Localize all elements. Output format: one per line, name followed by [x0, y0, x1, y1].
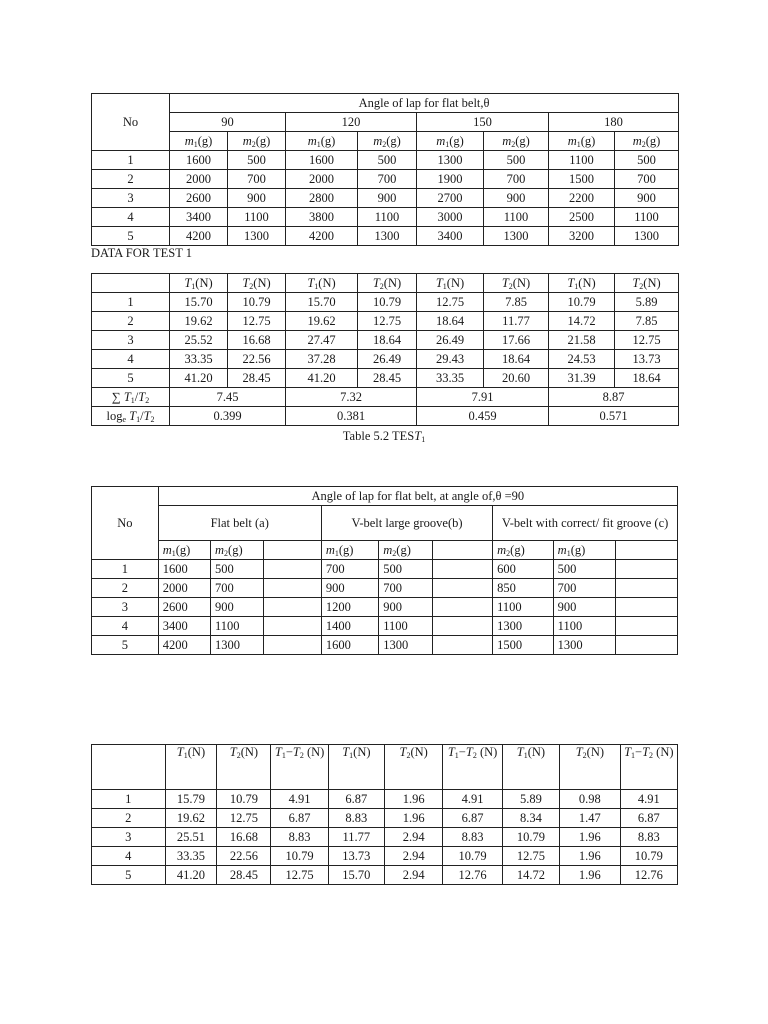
angle-header: 90 — [170, 113, 286, 132]
table-cell: 6.87 — [271, 809, 328, 828]
table-cell: 900 — [358, 189, 417, 208]
table-cell: 900 — [211, 598, 264, 617]
table-cell: 5.89 — [615, 293, 679, 312]
table-cell: 12.76 — [443, 866, 502, 885]
table-cell: 1.96 — [560, 866, 621, 885]
row-number-cell: 3 — [92, 828, 166, 847]
table-cell: 2000 — [286, 170, 358, 189]
table-cell: 33.35 — [165, 847, 217, 866]
table-cell: 700 — [615, 170, 679, 189]
table-cell: 12.76 — [620, 866, 677, 885]
column-header: $T_2(N)$ — [615, 274, 679, 293]
table-cell — [264, 636, 321, 655]
table-caption: Table 5.2 $TEST_1$ — [342, 429, 426, 444]
table-cell: 18.64 — [358, 331, 417, 350]
table-cell: 700 — [211, 579, 264, 598]
sum-ratio-value: 7.91 — [417, 388, 549, 407]
table-cell: 2000 — [158, 579, 210, 598]
table-cell: 15.79 — [165, 790, 217, 809]
table-cell: 900 — [484, 189, 549, 208]
column-header: $m_2(g)$ — [211, 541, 264, 560]
table-cell: 4200 — [286, 227, 358, 246]
table-cell: 8.83 — [443, 828, 502, 847]
table-cell: 4200 — [170, 227, 228, 246]
table-cell — [264, 579, 321, 598]
table-cell: 1500 — [493, 636, 554, 655]
row-number-cell: 5 — [92, 636, 159, 655]
table-cell: 5.89 — [502, 790, 559, 809]
table-cell: 33.35 — [170, 350, 228, 369]
table-cell: 10.79 — [228, 293, 286, 312]
table-cell: 8.83 — [271, 828, 328, 847]
table-belt-types — [91, 486, 678, 655]
table-cell: 1100 — [379, 617, 432, 636]
table-cell: 19.62 — [286, 312, 358, 331]
group-header-v-belt-fit: V-belt with correct/ fit groove (c) — [493, 506, 678, 541]
table-cell: 18.64 — [417, 312, 484, 331]
table-cell: 16.68 — [217, 828, 271, 847]
table-row — [92, 790, 678, 809]
table-cell: 41.20 — [286, 369, 358, 388]
table-cell: 1300 — [211, 636, 264, 655]
table-cell: 28.45 — [228, 369, 286, 388]
column-header: $T_1(N)$ — [328, 745, 384, 790]
column-header: $T_1(N)$ — [286, 274, 358, 293]
column-header: $T_2(N)$ — [228, 274, 286, 293]
table-cell: 16.68 — [228, 331, 286, 350]
column-header: $T_1(N)$ — [502, 745, 559, 790]
table-body — [92, 560, 678, 655]
table-row — [92, 598, 678, 617]
row-number-cell: 3 — [92, 331, 170, 350]
table-body — [92, 293, 679, 388]
table-cell: 3200 — [549, 227, 615, 246]
column-header — [616, 541, 678, 560]
table-cell: 19.62 — [170, 312, 228, 331]
table-row — [92, 331, 679, 350]
table-cell: 1600 — [286, 151, 358, 170]
table-cell — [432, 598, 493, 617]
column-header: $T_2(N)$ — [484, 274, 549, 293]
table-cell — [432, 617, 493, 636]
table-cell: 500 — [553, 560, 616, 579]
table-cell: 1100 — [484, 208, 549, 227]
table-row — [92, 312, 679, 331]
table-cell: 2.94 — [384, 828, 442, 847]
table-cell: 29.43 — [417, 350, 484, 369]
table-cell: 12.75 — [615, 331, 679, 350]
table-cell: 10.79 — [620, 847, 677, 866]
row-number-cell: 4 — [92, 617, 159, 636]
table-cell: 900 — [228, 189, 286, 208]
data-for-test-label: DATA FOR TEST 1 — [91, 246, 192, 260]
table-cell: 1300 — [358, 227, 417, 246]
table-cell: 22.56 — [228, 350, 286, 369]
table-cell: 12.75 — [502, 847, 559, 866]
table-cell: 3400 — [417, 227, 484, 246]
table-cell: 6.87 — [443, 809, 502, 828]
table-masses-by-angle — [91, 93, 679, 246]
row-number-cell: 1 — [92, 151, 170, 170]
table-cell: 19.62 — [165, 809, 217, 828]
table-cell: 13.73 — [615, 350, 679, 369]
table-cell: 3800 — [286, 208, 358, 227]
table-row — [92, 560, 678, 579]
table-cell: 15.70 — [328, 866, 384, 885]
table-cell: 500 — [484, 151, 549, 170]
table-cell — [264, 598, 321, 617]
table-cell: 10.79 — [549, 293, 615, 312]
table-cell: 500 — [228, 151, 286, 170]
table-tensions-by-angle — [91, 273, 679, 426]
column-header: $m_1(g)$ — [553, 541, 616, 560]
table-cell — [616, 560, 678, 579]
row-number-cell: 2 — [92, 312, 170, 331]
table-cell: 8.83 — [328, 809, 384, 828]
table-cell: 12.75 — [271, 866, 328, 885]
table-cell: 7.85 — [615, 312, 679, 331]
table-body — [92, 790, 678, 885]
table-cell: 1300 — [493, 617, 554, 636]
table-cell: 37.28 — [286, 350, 358, 369]
sum-ratio-value: 8.87 — [549, 388, 679, 407]
column-header — [264, 541, 321, 560]
table-row — [92, 617, 678, 636]
table-cell: 18.64 — [615, 369, 679, 388]
column-header: $m_1(g)$ — [286, 132, 358, 151]
table-cell: 2800 — [286, 189, 358, 208]
table-cell: 2600 — [158, 598, 210, 617]
table-cell: 1300 — [615, 227, 679, 246]
table-cell: 0.98 — [560, 790, 621, 809]
table-cell: 1300 — [379, 636, 432, 655]
table-row — [92, 227, 679, 246]
column-header: $T_2(N)$ — [384, 745, 442, 790]
table-cell: 1100 — [358, 208, 417, 227]
table-cell: 21.58 — [549, 331, 615, 350]
row-number-cell: 1 — [92, 293, 170, 312]
column-header: $m_2(g)$ — [379, 541, 432, 560]
table-cell: 25.52 — [170, 331, 228, 350]
column-header: $T_2(N)$ — [560, 745, 621, 790]
table-cell — [616, 617, 678, 636]
table-body — [92, 151, 679, 246]
table-cell: 20.60 — [484, 369, 549, 388]
table-cell: 2200 — [549, 189, 615, 208]
table-cell: 1600 — [158, 560, 210, 579]
table-cell: 7.85 — [484, 293, 549, 312]
table-cell: 850 — [493, 579, 554, 598]
table-cell: 1100 — [615, 208, 679, 227]
table-cell — [616, 579, 678, 598]
row-number-cell: 3 — [92, 189, 170, 208]
table-cell: 14.72 — [502, 866, 559, 885]
table-cell: 28.45 — [217, 866, 271, 885]
table-cell: 3400 — [158, 617, 210, 636]
corner-cell — [92, 274, 170, 293]
table-cell: 700 — [379, 579, 432, 598]
table-cell: 1300 — [417, 151, 484, 170]
table-row — [92, 170, 679, 189]
table-cell: 12.75 — [417, 293, 484, 312]
angle-header: 180 — [549, 113, 679, 132]
column-header: $m_1(g)$ — [158, 541, 210, 560]
table-cell: 700 — [228, 170, 286, 189]
table-cell — [616, 598, 678, 617]
table-cell: 1.96 — [560, 847, 621, 866]
column-header: $m_1(g)$ — [170, 132, 228, 151]
table-cell: 900 — [553, 598, 616, 617]
table-row — [92, 847, 678, 866]
table-cell: 700 — [484, 170, 549, 189]
table-cell: 33.35 — [417, 369, 484, 388]
table-cell: 1200 — [321, 598, 378, 617]
row-number-cell: 4 — [92, 847, 166, 866]
group-header-v-belt-large: V-belt large groove(b) — [321, 506, 492, 541]
table-cell: 1100 — [553, 617, 616, 636]
column-header: $m_2(g)$ — [228, 132, 286, 151]
table-cell: 4200 — [158, 636, 210, 655]
column-header: $m_2(g)$ — [615, 132, 679, 151]
table-row — [92, 369, 679, 388]
log-ratio-value: 0.571 — [549, 407, 679, 426]
table-cell: 13.73 — [328, 847, 384, 866]
table-cell: 10.79 — [271, 847, 328, 866]
table-cell: 500 — [358, 151, 417, 170]
row-number-cell: 2 — [92, 809, 166, 828]
table-cell: 25.51 — [165, 828, 217, 847]
row-number-cell: 4 — [92, 208, 170, 227]
table-cell — [616, 636, 678, 655]
table-cell: 1400 — [321, 617, 378, 636]
table-cell: 26.49 — [358, 350, 417, 369]
column-header: $T_2(N)$ — [217, 745, 271, 790]
column-header: $T_2(N)$ — [358, 274, 417, 293]
column-header: $T_1-T_2$ (N) — [620, 745, 677, 790]
table-cell: 22.56 — [217, 847, 271, 866]
table-cell: 1300 — [228, 227, 286, 246]
table-cell: 1100 — [549, 151, 615, 170]
table-cell: 900 — [379, 598, 432, 617]
column-header: $m_1(g)$ — [321, 541, 378, 560]
log-ratio-value: 0.459 — [417, 407, 549, 426]
table-cell — [432, 636, 493, 655]
table-cell: 41.20 — [165, 866, 217, 885]
row-number-cell: 1 — [92, 560, 159, 579]
table-cell — [264, 617, 321, 636]
table-cell: 12.75 — [358, 312, 417, 331]
table-cell: 10.79 — [443, 847, 502, 866]
table-cell: 1300 — [484, 227, 549, 246]
table-cell: 1100 — [228, 208, 286, 227]
table-row — [92, 809, 678, 828]
table-cell: 31.39 — [549, 369, 615, 388]
table-cell: 1300 — [553, 636, 616, 655]
table-cell: 17.66 — [484, 331, 549, 350]
table-cell: 2500 — [549, 208, 615, 227]
table-cell: 28.45 — [358, 369, 417, 388]
table-cell: 1900 — [417, 170, 484, 189]
table-cell: 8.83 — [620, 828, 677, 847]
table-cell: 900 — [615, 189, 679, 208]
table-cell: 12.75 — [228, 312, 286, 331]
table-cell: 1600 — [170, 151, 228, 170]
column-header: $T_1-T_2$ (N) — [443, 745, 502, 790]
table-cell: 600 — [493, 560, 554, 579]
table-cell: 26.49 — [417, 331, 484, 350]
row-number-cell: 5 — [92, 227, 170, 246]
sum-ratio-value: 7.32 — [286, 388, 417, 407]
table-row — [92, 189, 679, 208]
table-title: Angle of lap for flat belt,θ — [170, 94, 679, 113]
table-cell: 2.94 — [384, 847, 442, 866]
table-cell: 15.70 — [170, 293, 228, 312]
table-cell: 8.34 — [502, 809, 559, 828]
table-cell: 41.20 — [170, 369, 228, 388]
log-ratio-value: 0.381 — [286, 407, 417, 426]
table-cell: 900 — [321, 579, 378, 598]
group-header-flat-belt: Flat belt (a) — [158, 506, 321, 541]
table-cell: 6.87 — [328, 790, 384, 809]
corner-cell — [92, 745, 166, 790]
angle-header: 150 — [417, 113, 549, 132]
table-cell: 1.96 — [384, 790, 442, 809]
table-row — [92, 208, 679, 227]
table-cell — [432, 579, 493, 598]
table-cell: 3000 — [417, 208, 484, 227]
column-header: $T_1(N)$ — [417, 274, 484, 293]
table-cell: 700 — [358, 170, 417, 189]
table-cell: 24.53 — [549, 350, 615, 369]
table-cell: 27.47 — [286, 331, 358, 350]
row-number-cell: 5 — [92, 866, 166, 885]
table-cell: 2700 — [417, 189, 484, 208]
table-cell: 12.75 — [217, 809, 271, 828]
column-header: $m_1(g)$ — [549, 132, 615, 151]
table-row — [92, 866, 678, 885]
sum-ratio-value: 7.45 — [170, 388, 286, 407]
table-cell: 10.79 — [358, 293, 417, 312]
table-cell: 10.79 — [217, 790, 271, 809]
angle-header: 120 — [286, 113, 417, 132]
log-ratio-label: $\log_e T_1/T_2$ — [92, 407, 170, 426]
table-cell: 1500 — [549, 170, 615, 189]
table-cell: 1.96 — [560, 828, 621, 847]
table-cell: 4.91 — [620, 790, 677, 809]
table-row — [92, 828, 678, 847]
table-cell: 10.79 — [502, 828, 559, 847]
table-row — [92, 350, 679, 369]
column-header: $m_1(g)$ — [417, 132, 484, 151]
table-cell: 2.94 — [384, 866, 442, 885]
table-cell: 15.70 — [286, 293, 358, 312]
table-cell: 2000 — [170, 170, 228, 189]
log-ratio-value: 0.399 — [170, 407, 286, 426]
table-cell: 1600 — [321, 636, 378, 655]
table-row — [92, 151, 679, 170]
table-cell: 700 — [553, 579, 616, 598]
table-cell: 4.91 — [443, 790, 502, 809]
no-header: No — [92, 94, 170, 151]
table-cell: 1.96 — [384, 809, 442, 828]
column-header: $T_1(N)$ — [165, 745, 217, 790]
table-cell: 11.77 — [328, 828, 384, 847]
column-header: $T_1(N)$ — [170, 274, 228, 293]
table-cell: 700 — [321, 560, 378, 579]
table-cell: 14.72 — [549, 312, 615, 331]
table-cell: 1.47 — [560, 809, 621, 828]
table-cell: 3400 — [170, 208, 228, 227]
table-cell: 6.87 — [620, 809, 677, 828]
column-header: $T_1-T_2$ (N) — [271, 745, 328, 790]
table-belt-tensions — [91, 744, 678, 885]
table-cell: 1100 — [211, 617, 264, 636]
row-number-cell: 1 — [92, 790, 166, 809]
row-number-cell: 2 — [92, 170, 170, 189]
table-cell: 2600 — [170, 189, 228, 208]
table-cell: 18.64 — [484, 350, 549, 369]
table-cell: 4.91 — [271, 790, 328, 809]
table-cell — [264, 560, 321, 579]
table-cell: 500 — [379, 560, 432, 579]
column-header: $m_2(g)$ — [493, 541, 554, 560]
column-header — [432, 541, 493, 560]
table-cell — [432, 560, 493, 579]
row-number-cell: 4 — [92, 350, 170, 369]
row-number-cell: 5 — [92, 369, 170, 388]
row-number-cell: 2 — [92, 579, 159, 598]
sum-ratio-label: ∑ $T_1/T_2$ — [92, 388, 170, 407]
table-cell: 500 — [615, 151, 679, 170]
table-cell: 1100 — [493, 598, 554, 617]
no-header: No — [92, 487, 159, 560]
row-number-cell: 3 — [92, 598, 159, 617]
column-header: $m_2(g)$ — [484, 132, 549, 151]
table-row — [92, 579, 678, 598]
table-row — [92, 636, 678, 655]
column-header: $m_2(g)$ — [358, 132, 417, 151]
table-title: Angle of lap for flat belt, at angle of,θ =90 — [158, 487, 677, 506]
column-header: $T_1(N)$ — [549, 274, 615, 293]
table-row — [92, 293, 679, 312]
table-cell: 500 — [211, 560, 264, 579]
table-cell: 11.77 — [484, 312, 549, 331]
